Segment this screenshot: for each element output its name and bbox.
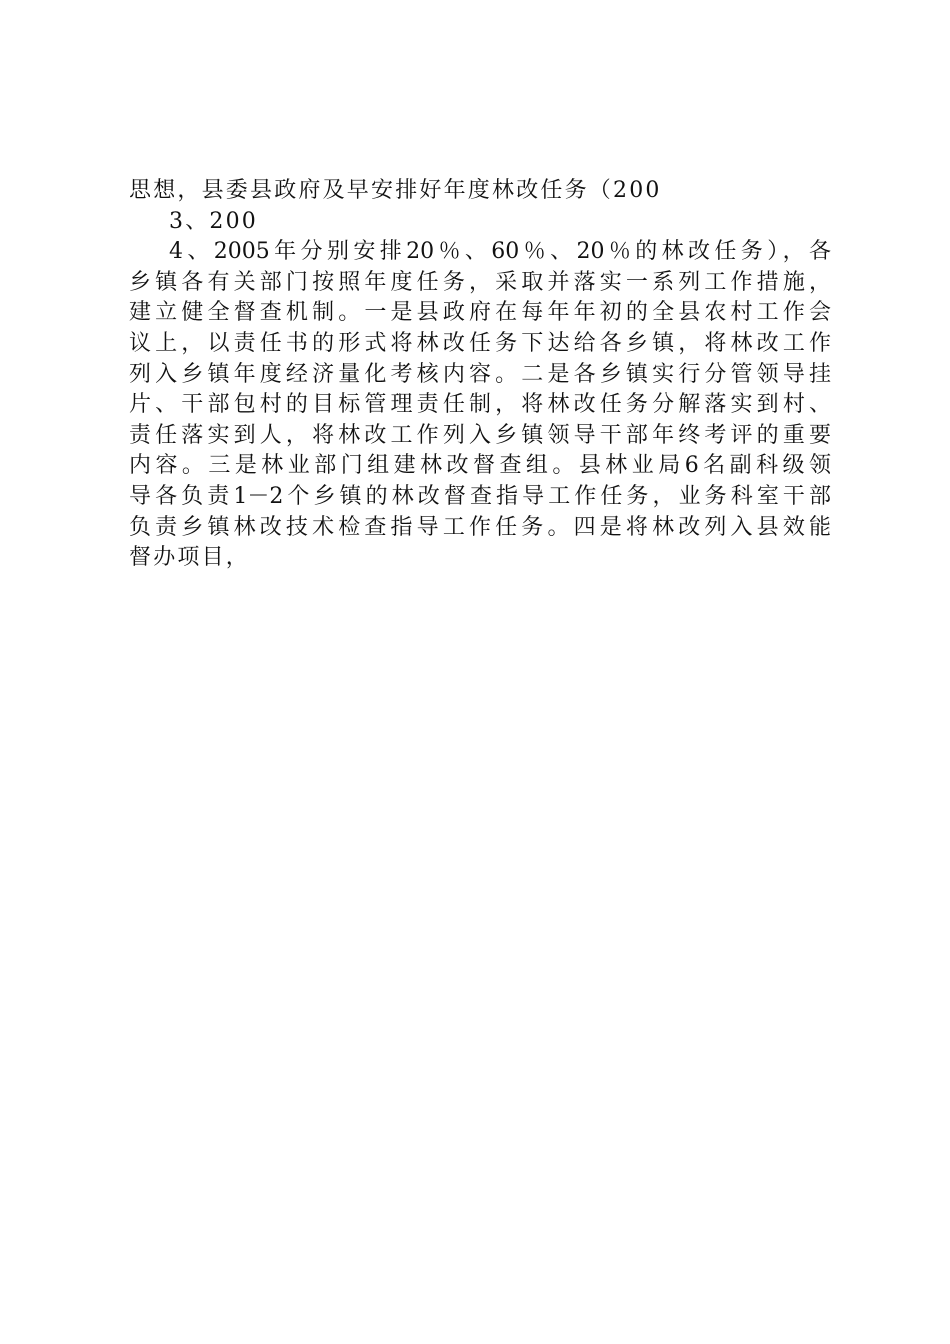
text-line-3: 4、2005年分别安排20％、60％、20％的林改任务），各: [169, 239, 831, 265]
text-line-6: 议上，以责任书的形式将林改任务下达给各乡镇，将林改工作: [129, 330, 831, 356]
text-line-4: 乡镇各有关部门按照年度任务，采取并落实一系列工作措施，: [129, 269, 831, 295]
text-line-5: 建立健全督查机制。一是县政府在每年年初的全县农村工作会: [129, 300, 831, 326]
text-line-8: 片、干部包村的目标管理责任制，将林改任务分解落实到村、: [129, 392, 831, 418]
text-line-2: 3、200: [169, 208, 258, 234]
text-line-11: 导各负责1－2个乡镇的林改督查指导工作任务，业务科室干部: [129, 483, 831, 509]
text-line-1: 思想，县委县政府及早安排好年度林改任务（200: [129, 178, 662, 203]
document-body: [129, 176, 831, 574]
text-line-12: 负责乡镇林改技术检查指导工作任务。四是将林改列入县效能: [129, 514, 831, 540]
text-line-10: 内容。三是林业部门组建林改督查组。县林业局6名副科级领: [129, 453, 831, 479]
text-line-9: 责任落实到人，将林改工作列入乡镇领导干部年终考评的重要: [129, 422, 831, 448]
text-line-13: 督办项目，: [129, 545, 251, 571]
text-line-7: 列入乡镇年度经济量化考核内容。二是各乡镇实行分管领导挂: [129, 361, 831, 387]
